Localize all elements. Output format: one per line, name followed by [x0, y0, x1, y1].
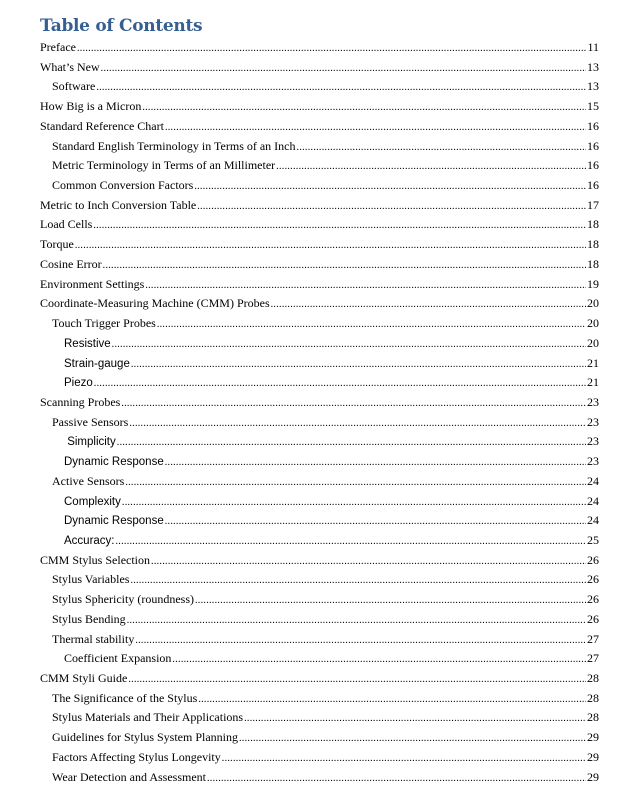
toc-entry[interactable]	[40, 649, 599, 669]
toc-entry-label: Cosine Error	[40, 256, 102, 271]
toc-entry-page-number: 19	[587, 276, 599, 291]
toc-entry-page-number: 23	[587, 394, 599, 409]
toc-entry-label: Wear Detection and Assessment	[52, 769, 206, 784]
dot-leader	[128, 670, 586, 690]
toc-entry[interactable]	[40, 255, 599, 275]
toc-title: Table of Contents	[40, 16, 203, 36]
toc-entry[interactable]	[40, 511, 599, 531]
toc-entry-label: CMM Styli Guide	[40, 671, 128, 685]
dot-leader	[239, 729, 586, 749]
toc-entry-page-number: 15	[587, 99, 599, 114]
toc-entry-page-number: 23	[587, 454, 599, 469]
toc-entry-label: Stylus Variables	[52, 572, 130, 587]
toc-entry-label: Active Sensors	[52, 473, 125, 488]
dot-leader	[172, 650, 586, 670]
dot-leader	[131, 355, 586, 375]
dot-leader	[165, 512, 586, 532]
toc-entry-page-number: 26	[587, 552, 599, 567]
toc-entry-page-number: 20	[587, 296, 599, 311]
toc-entry[interactable]	[40, 97, 599, 117]
dot-leader	[130, 571, 586, 591]
toc-entry-page-number: 23	[587, 414, 599, 429]
toc-entry[interactable]	[40, 551, 599, 571]
toc-entry-label: Common Conversion Factors	[52, 178, 194, 193]
toc-entry-label: Stylus Materials and Their Applications	[52, 710, 244, 725]
toc-entry-label: CMM Stylus Selection	[40, 552, 151, 567]
toc-entry-label: The Significance of the Stylus	[52, 690, 198, 705]
dot-leader	[276, 157, 586, 177]
toc-entry[interactable]	[40, 176, 599, 196]
dot-leader	[244, 709, 586, 729]
dot-leader	[271, 295, 586, 315]
toc-entry-page-number: 29	[587, 730, 599, 745]
toc-entry[interactable]	[40, 334, 599, 354]
toc-entry[interactable]	[40, 413, 599, 433]
toc-entry-label: Guidelines for Stylus System Planning	[52, 730, 238, 745]
toc-entry[interactable]	[40, 215, 599, 235]
toc-entry[interactable]	[40, 137, 599, 157]
toc-entry[interactable]	[40, 669, 599, 689]
toc-entry-page-number: 20	[587, 335, 599, 350]
toc-entry-label: Factors Affecting Stylus Longevity	[52, 749, 221, 764]
toc-entry-label: Environment Settings	[40, 276, 145, 291]
toc-entry-page-number: 13	[587, 79, 599, 94]
toc-entry-page-number: 17	[587, 197, 599, 212]
toc-entry[interactable]	[40, 275, 599, 295]
toc-entry[interactable]	[40, 354, 599, 374]
dot-leader	[297, 138, 586, 158]
toc-entry-page-number: 28	[587, 671, 599, 685]
dot-leader	[75, 236, 586, 256]
dot-leader	[129, 414, 586, 434]
toc-entry[interactable]	[40, 768, 599, 788]
dot-leader	[121, 394, 586, 414]
toc-entry[interactable]	[40, 235, 599, 255]
toc-entry-page-number: 24	[587, 513, 599, 528]
toc-entry-page-number: 26	[587, 572, 599, 587]
toc-entry[interactable]	[40, 432, 599, 452]
toc-entry-label: Scanning Probes	[40, 394, 121, 409]
toc-entry-label: How Big is a Micron	[40, 99, 142, 114]
toc-entry-label: Dynamic Response	[64, 515, 164, 528]
dot-leader	[165, 453, 586, 473]
toc-entry-page-number: 16	[587, 178, 599, 193]
toc-entry-label: Complexity	[64, 495, 121, 508]
dot-leader	[222, 749, 586, 769]
dot-leader	[96, 78, 586, 98]
toc-entry-label: Thermal stability	[52, 631, 135, 646]
dot-leader	[127, 611, 586, 631]
toc-entry-page-number: 28	[587, 710, 599, 725]
toc-entry[interactable]	[40, 373, 599, 393]
dot-leader	[195, 591, 586, 611]
toc-entry-label: Standard Reference Chart	[40, 118, 164, 133]
toc-entry[interactable]	[40, 472, 599, 492]
toc-entry-label: Touch Trigger Probes	[52, 316, 156, 331]
toc-entry[interactable]	[40, 58, 599, 78]
toc-entry-page-number: 11	[587, 40, 599, 54]
toc-entry[interactable]	[40, 748, 599, 768]
toc-entry-page-number: 27	[587, 631, 599, 646]
dot-leader	[194, 177, 586, 197]
toc-entry-label: Metric to Inch Conversion Table	[40, 197, 197, 212]
toc-entry-label: Strain-gauge	[64, 357, 130, 370]
toc-entry[interactable]	[40, 492, 599, 512]
toc-entry-page-number: 24	[587, 473, 599, 488]
dot-leader	[94, 374, 586, 394]
toc-entry-page-number: 16	[587, 158, 599, 173]
toc-entry-label: Stylus Bending	[52, 611, 126, 626]
toc-entry[interactable]	[40, 156, 599, 176]
toc-entry[interactable]	[40, 610, 599, 630]
dot-leader	[157, 315, 586, 335]
toc-entry-label: Load Cells	[40, 217, 93, 232]
toc-entry-label: Dynamic Response	[64, 456, 164, 469]
dot-leader	[145, 276, 586, 296]
dot-leader	[135, 631, 586, 651]
toc-entry-label: Passive Sensors	[52, 414, 129, 429]
toc-entry-label: What’s New	[40, 59, 100, 74]
toc-entry-page-number: 28	[587, 690, 599, 705]
toc-entry-label: Coefficient Expansion	[64, 651, 172, 666]
toc-entry-label: Simplicity	[64, 436, 116, 449]
toc-entry[interactable]	[40, 77, 599, 97]
dot-leader	[151, 552, 586, 572]
toc-entry-page-number: 26	[587, 592, 599, 607]
toc-entry[interactable]	[40, 728, 599, 748]
toc-entry-label: Preface	[40, 40, 76, 54]
toc-entry[interactable]	[40, 196, 599, 216]
dot-leader	[77, 39, 586, 59]
toc-entry-page-number: 18	[587, 237, 599, 252]
dot-leader	[93, 216, 586, 236]
toc-entry-label: Stylus Sphericity (roundness)	[52, 592, 194, 607]
toc-entry[interactable]	[40, 531, 599, 551]
dot-leader	[101, 59, 586, 79]
toc-entry-page-number: 27	[587, 651, 599, 666]
toc-entry[interactable]	[40, 590, 599, 610]
toc-entry-label: Standard English Terminology in Terms of an Inch	[52, 138, 296, 153]
toc-entry-page-number: 29	[587, 749, 599, 764]
toc-entry[interactable]	[40, 393, 599, 413]
dot-leader	[142, 98, 586, 118]
toc-entry-page-number: 21	[587, 355, 599, 370]
dot-leader	[103, 256, 586, 276]
toc-entry[interactable]	[40, 294, 599, 314]
toc-entry-label: Piezo	[64, 377, 93, 390]
toc-entry-page-number: 18	[587, 256, 599, 271]
toc-entry-page-number: 13	[587, 59, 599, 74]
toc-entry-label: Coordinate-Measuring Machine (CMM) Probes	[40, 296, 270, 311]
toc-entry-label: Software	[52, 79, 96, 94]
toc-entry-page-number: 16	[587, 118, 599, 133]
dot-leader	[197, 197, 586, 217]
toc-entry-page-number: 16	[587, 138, 599, 153]
toc-entry-page-number: 20	[587, 316, 599, 331]
toc-entry-page-number: 25	[587, 532, 599, 547]
dot-leader	[112, 335, 586, 355]
toc-entry[interactable]	[40, 314, 599, 334]
toc-entry-label: Torque	[40, 237, 74, 252]
toc-entry-page-number: 26	[587, 611, 599, 626]
dot-leader	[207, 769, 586, 789]
toc-entry-label: Accuracy:	[64, 534, 115, 547]
toc-entry[interactable]	[40, 570, 599, 590]
toc-entry-page-number: 18	[587, 217, 599, 232]
dot-leader	[198, 690, 586, 710]
dot-leader	[125, 473, 586, 493]
toc-entry[interactable]	[40, 708, 599, 728]
toc-list	[40, 38, 599, 787]
toc-entry[interactable]	[40, 38, 599, 58]
toc-entry-page-number: 29	[587, 769, 599, 784]
toc-entry[interactable]	[40, 689, 599, 709]
toc-entry-page-number: 21	[587, 375, 599, 390]
toc-entry-page-number: 24	[587, 493, 599, 508]
toc-entry[interactable]	[40, 117, 599, 137]
toc-entry-label: Resistive	[64, 337, 111, 350]
toc-entry-label: Metric Terminology in Terms of an Millimeter	[52, 158, 276, 173]
dot-leader	[165, 118, 586, 138]
dot-leader	[122, 493, 586, 513]
dot-leader	[116, 532, 587, 552]
toc-entry[interactable]	[40, 630, 599, 650]
dot-leader	[117, 433, 586, 453]
toc-entry-page-number: 23	[587, 434, 599, 449]
toc-entry[interactable]	[40, 452, 599, 472]
